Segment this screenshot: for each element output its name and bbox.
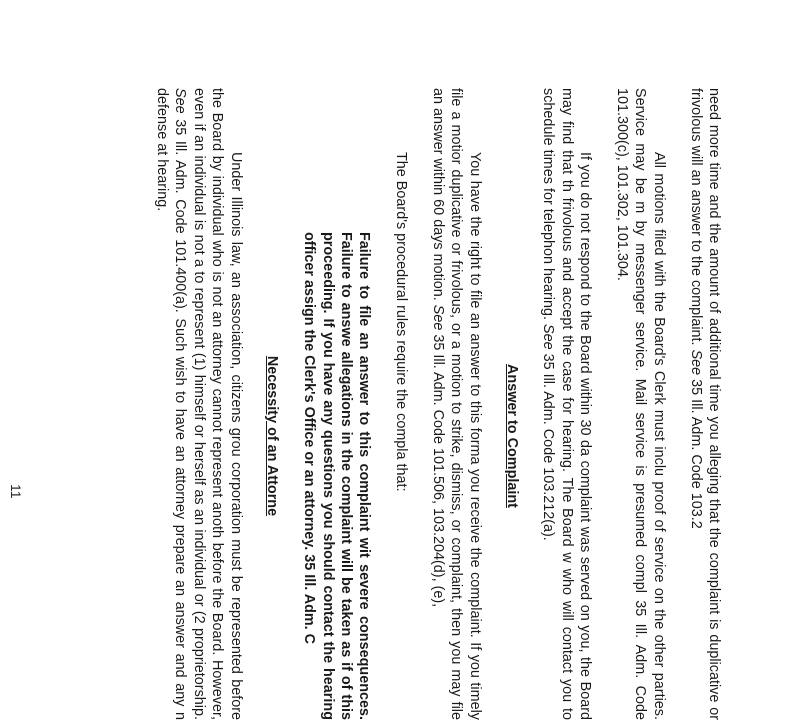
paragraph-additional-time <box>686 88 723 720</box>
page-number: 11 <box>8 484 24 499</box>
paragraph-text: 35 Ill. Adm. Code 101.506, 103.204(d), (e), <box>429 330 446 608</box>
warning-block-failure-to-answer: Failure to file an answer to this complaint wit severe consequences. Failure to answe allegations in the complaint will be taken as if of this proceeding. If you have any questions you should contact the hearing officer assign the Clerk's Office or an attorney. 35 Ill. Adm. C <box>301 232 373 720</box>
paragraph-illinois-law-attorney <box>153 88 245 720</box>
citation-signal: See <box>172 88 189 114</box>
paragraph-text: 35 Ill. Adm. Code 103.2 <box>687 375 704 529</box>
paragraph-procedural-rules <box>392 88 410 720</box>
paragraph-motions-service <box>613 88 668 720</box>
citation-signal: See <box>540 324 557 350</box>
paragraph-right-to-answer <box>429 88 484 720</box>
page-body <box>153 88 723 720</box>
paragraph-text: need more time and the amount of additional time you alleging that the complaint is duplicative or frivolous will an answer to the complaint. <box>687 88 722 720</box>
paragraph-text: All motions filed with the Board's Clerk must inclu proof of service on the other parties. Service may be m by messenger service. Mail service is presumed compl 35 Ill. Adm. Code 101.300(c), 101.302, 101.304. <box>613 88 667 720</box>
heading-necessity-of-attorney: Necessity of an Attorne <box>264 355 281 517</box>
rotated-document-page <box>0 80 724 720</box>
paragraph-text: 35 Ill. Adm. Code 103.212(a). <box>540 349 557 541</box>
paragraph-text: You have the right to file an answer to this forma you receive the complaint. If you timely file a motior duplicative or frivolous, or a motion to strike, dismiss, or complaint, then you may file an answer within 60 days motion. <box>429 88 483 720</box>
citation-signal: See <box>687 349 704 376</box>
paragraph-text: 35 Ill. Adm. Code 101.400(a). Such wish to have an attorney prepare an answer and any n defense at hearing. <box>153 88 189 720</box>
paragraph-no-response <box>539 88 594 720</box>
paragraph-text: If you do not respond to the Board within 30 da complaint was served on you, the Board may find that th frivolous and accept the case for hearing. The Board w who will contact you to schedule times for telephon hearing. <box>540 88 594 720</box>
heading-answer-to-complaint: Answer to Complaint <box>503 364 520 508</box>
paragraph-text: Under Illinois law, an association, citizens grou corporation must be represented before the Board by individual who is not an attorney cannot represent anoth before the Board. However, even if an individual is not a to represent (1) himself or herself as an individual or (2 proprietorship. <box>190 88 244 720</box>
paragraph-text: The Board's procedural rules require the compla that: <box>393 152 410 492</box>
citation-signal: See <box>429 304 446 331</box>
